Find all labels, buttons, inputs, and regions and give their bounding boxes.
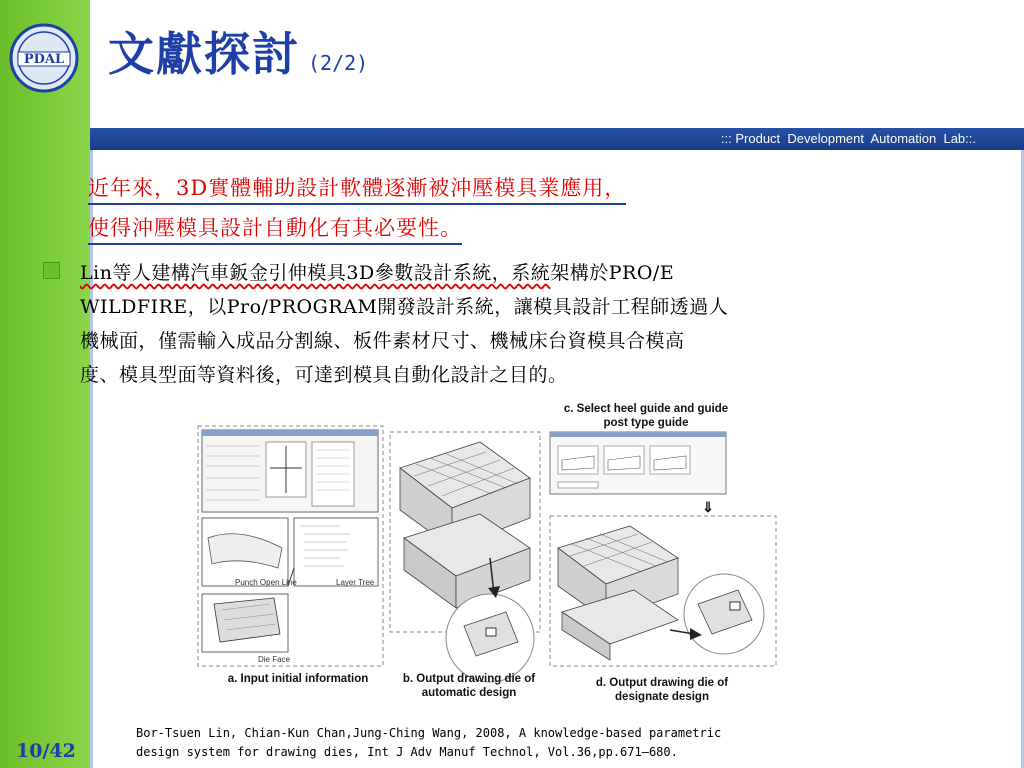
slide-title [108,18,368,98]
page-title: 文獻探討 [108,27,300,81]
die-face-caption: Die Face [258,655,291,664]
caption-b [394,672,544,700]
logo-text: PDAL [23,52,65,67]
layer-tree-caption: Layer Tree [336,578,375,587]
bullet-text-line-4: 度、模具型面等資料後，可達到模具自動化設計之目的。 [80,364,568,386]
caption-c-line-2: post type guide [603,417,689,429]
lab-name: ::: Product Development Automation Lab::. [720,131,976,146]
bullet-square-icon [43,262,60,279]
highlight-note-line-1: 近年來，3D實體輔助設計軟體逐漸被沖壓模具業應用， [88,172,626,205]
down-arrow-icon: ⇓ [702,499,714,515]
reference-line-2: design system for drawing dies, Int J Adv Manuf Technol, Vol.36,pp.671–680. [136,745,678,759]
caption-d [582,676,742,704]
highlight-note-line-2: 使得沖壓模具設計自動化有其必要性。 [88,212,462,245]
bullet-text-line-3: 機械面，僅需輸入成品分割線、板件素材尺寸、機械床台資模具合模高 [80,330,685,352]
left-accent-bar [0,0,90,768]
bullet-text-marked: Lin等人建構汽車鈑金引伸模具3D參數設計系統，系統 [80,262,551,284]
page-title-suffix: (2/2) [308,51,369,75]
bullet-text-line-1 [80,258,674,285]
pdal-logo [8,22,80,94]
page-number: 10/42 [16,740,76,762]
caption-c [546,402,746,430]
caption-d-line-2: designate design [615,691,709,703]
bullet-text-line-2: WILDFIRE，以Pro/PROGRAM開發設計系統，讓模具設計工程師透過人 [80,296,729,318]
caption-b-line-1: b. Output drawing die of [402,673,536,685]
caption-b-line-2: automatic design [421,687,517,699]
system-figure [190,398,790,708]
caption-c-line-1: c. Select heel guide and guide [563,403,729,415]
caption-a: a. Input initial information [227,673,369,685]
caption-d-line-1: d. Output drawing die of [595,677,729,689]
bullet-text-rest: 架構於PRO/E [550,262,675,284]
reference-line-1: Bor-Tsuen Lin, Chian-Kun Chan,Jung-Ching Wang, 2008, A knowledge-based parametric [136,726,722,740]
header-band [90,128,1024,150]
punch-open-line-caption: Punch Open Line [235,578,297,587]
